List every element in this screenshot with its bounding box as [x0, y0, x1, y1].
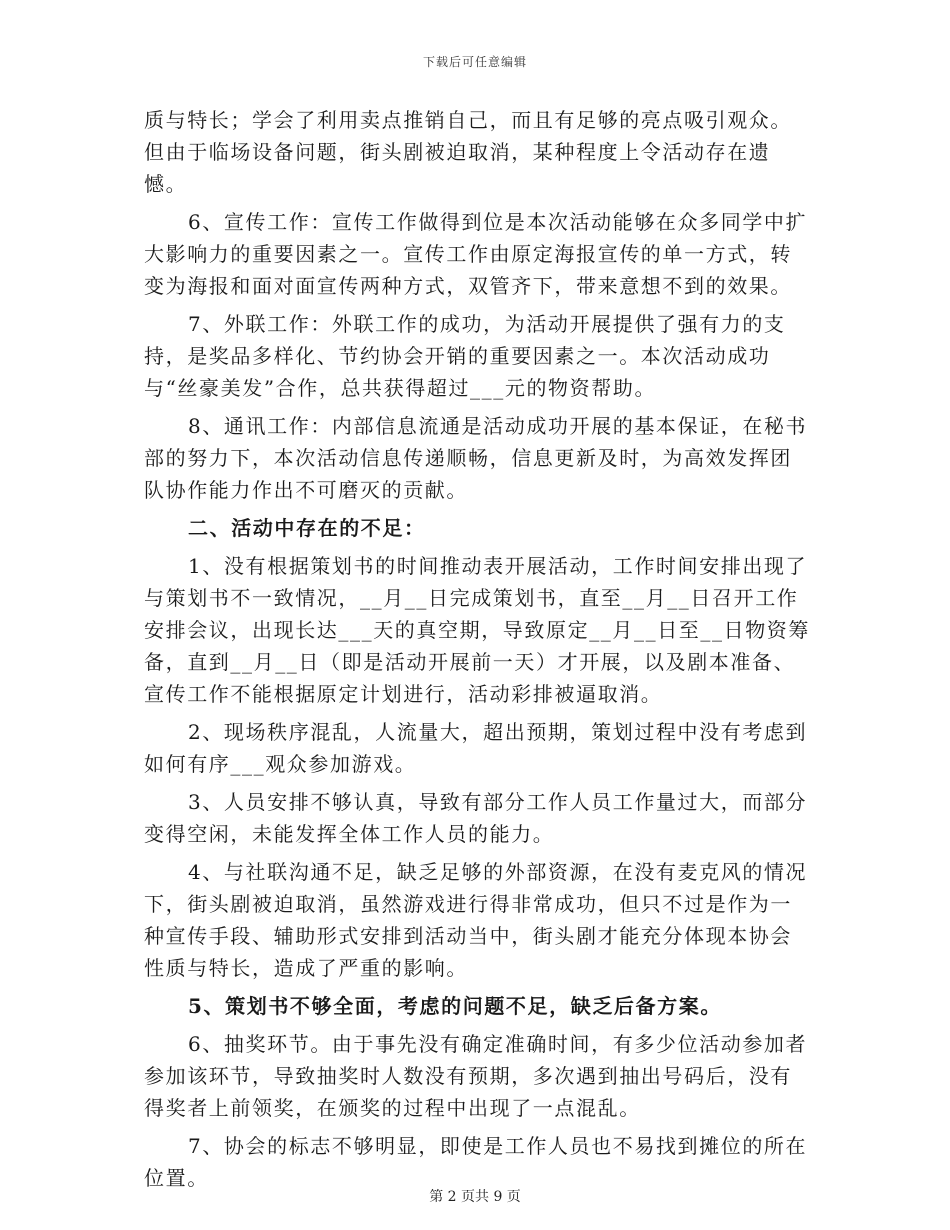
page-header: 下载后可任意编辑	[422, 55, 527, 69]
paragraph-shortcoming-6: 6、抽奖环节。由于事先没有确定准确时间，有多少位活动参加者参加该环节，导致抽奖时人数没有预期，多次遇到抽出号码后，没有得奖者上前领奖，在颁奖的过程中出现了一点混乱。	[144, 1032, 808, 1120]
paragraph-shortcoming-2: 2、现场秩序混乱，人流量大，超出预期，策划过程中没有考虑到如何有序___观众参加游戏。	[144, 720, 808, 776]
paragraph-publicity: 6、宣传工作：宣传工作做得到位是本次活动能够在众多同学中扩大影响力的重要因素之一。宣传工作由原定海报宣传的单一方式，转变为海报和面对面宣传两种方式，双管齐下，带来意想不到的效果。	[144, 210, 808, 298]
document-body	[144, 104, 810, 1194]
section-heading-shortcomings: 二、活动中存在的不足：	[188, 516, 426, 540]
paragraph-continuation: 质与特长；学会了利用卖点推销自己，而且有足够的亮点吸引观众。但由于临场设备问题，街头剧被迫取消，某种程度上令活动存在遗憾。	[144, 108, 792, 196]
page-footer: 第 2 页共 9 页	[429, 1189, 521, 1205]
paragraph-shortcoming-3: 3、人员安排不够认真，导致有部分工作人员工作量过大，而部分变得空闲，未能发挥全体工作人员的能力。	[144, 790, 808, 846]
paragraph-communications: 8、通讯工作：内部信息流通是活动成功开展的基本保证，在秘书部的努力下，本次活动信息传递顺畅，信息更新及时，为高效发挥团队协作能力作出不可磨灭的贡献。	[144, 414, 808, 502]
paragraph-shortcoming-4: 4、与社联沟通不足，缺乏足够的外部资源，在没有麦克风的情况下，街头剧被迫取消，虽然游戏进行得非常成功，但只不过是作为一种宣传手段、辅助形式安排到活动当中，街头剧才能充分体现本协会性质与特长，造成了严重的影响。	[144, 860, 808, 980]
paragraph-external-relations: 7、外联工作：外联工作的成功，为活动开展提供了强有力的支持，是奖品多样化、节约协会开销的重要因素之一。本次活动成功与“丝豪美发”合作，总共获得超过___元的物资帮助。	[144, 312, 786, 400]
paragraph-shortcoming-7: 7、协会的标志不够明显，即使是工作人员也不易找到摊位的所在位置。	[144, 1134, 808, 1190]
paragraph-shortcoming-1: 1、没有根据策划书的时间推动表开展活动，工作时间安排出现了与策划书不一致情况，__月__日完成策划书，直至__月__日召开工作安排会议，出现长达___天的真空期，导致原定__月__日至__日物资筹备，直到__月__日（即是活动开展前一天）才开展，以及剧本准备、宣传工作不能根据原定计划进行，活动彩排被逼取消。	[144, 554, 810, 706]
paragraph-shortcoming-5: 5、策划书不够全面，考虑的问题不足，缺乏后备方案。	[188, 994, 722, 1018]
